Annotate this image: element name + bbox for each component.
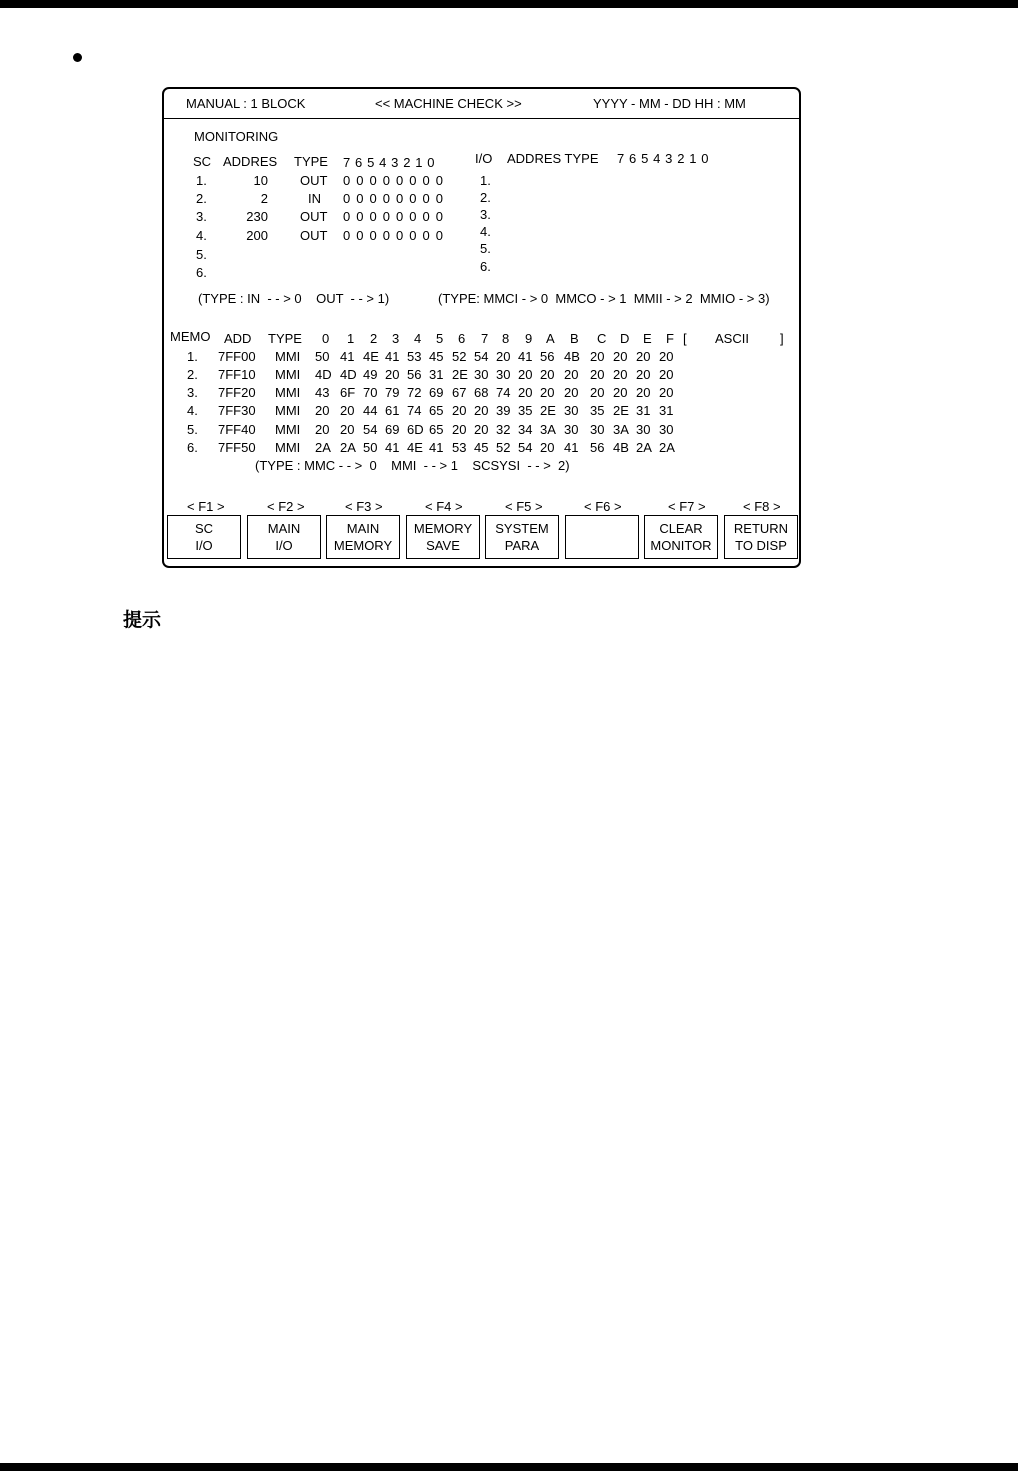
memo-row-address: 7FF30 <box>218 403 256 418</box>
sc-row-addr: 2 <box>260 191 268 206</box>
io-row-no: 6. <box>480 259 491 274</box>
sc-row-addr: 10 <box>253 173 268 188</box>
f1-key-label: < F1 > <box>187 499 225 514</box>
datetime-label: YYYY - MM - DD HH : MM <box>593 96 746 111</box>
memo-col-header: 6 <box>458 331 466 346</box>
f8-return-to-disp-button[interactable] <box>724 515 798 559</box>
memo-byte-cell: 30 <box>564 403 579 418</box>
memo-col-header: 5 <box>436 331 444 346</box>
memo-byte-cell: 56 <box>540 349 555 364</box>
button-label: I/O <box>275 538 293 553</box>
io-type-legend: (TYPE: MMCI - > 0 MMCO - > 1 MMII - > 2 MMIO - > 3) <box>438 291 770 306</box>
sc-row-no: 6. <box>196 265 207 280</box>
memo-byte-cell: 41 <box>385 440 400 455</box>
memo-row-type: MMI <box>275 403 301 418</box>
f8-key-label: < F8 > <box>743 499 781 514</box>
memo-col-header: 3 <box>392 331 400 346</box>
button-label: MONITOR <box>650 538 712 553</box>
f6-key-label: < F6 > <box>584 499 622 514</box>
memo-header-type: TYPE <box>268 331 302 346</box>
button-label: CLEAR <box>659 521 703 536</box>
memo-byte-cell: 4E <box>363 349 379 364</box>
memo-byte-cell: 34 <box>518 422 533 437</box>
f5-system-para-button[interactable] <box>485 515 559 559</box>
sc-row-bits: 0 0 0 0 0 0 0 0 <box>343 228 445 243</box>
f6-empty-button[interactable] <box>565 515 639 559</box>
io-row-no: 2. <box>480 190 491 205</box>
memo-byte-cell: 31 <box>429 367 444 382</box>
memo-row-no: 4. <box>187 403 198 418</box>
memo-byte-cell: 50 <box>315 349 330 364</box>
ascii-bracket-open: [ <box>683 331 687 346</box>
memo-byte-cell: 20 <box>385 367 400 382</box>
memo-byte-cell: 6F <box>340 385 356 400</box>
memo-byte-cell: 2A <box>315 440 331 455</box>
memo-byte-cell: 2A <box>636 440 652 455</box>
memo-byte-cell: 4D <box>315 367 332 382</box>
sc-header-sc: SC <box>193 154 212 169</box>
memo-byte-cell: 41 <box>340 349 355 364</box>
memo-byte-cell: 45 <box>474 440 489 455</box>
memo-byte-cell: 20 <box>590 367 605 382</box>
memo-col-header: 1 <box>347 331 355 346</box>
memo-col-header: 4 <box>414 331 422 346</box>
memo-byte-cell: 54 <box>518 440 533 455</box>
sc-row-type: OUT <box>300 209 328 224</box>
memo-byte-cell: 20 <box>636 385 651 400</box>
memo-byte-cell: 2E <box>540 403 556 418</box>
sc-row-bits: 0 0 0 0 0 0 0 0 <box>343 209 445 224</box>
memo-byte-cell: 20 <box>613 385 628 400</box>
ascii-bracket-close: ] <box>780 331 784 346</box>
memo-byte-cell: 20 <box>496 349 511 364</box>
memo-byte-cell: 79 <box>385 385 400 400</box>
memo-byte-cell: 20 <box>474 403 489 418</box>
memo-byte-cell: 20 <box>613 367 628 382</box>
sc-row-type: OUT <box>300 228 328 243</box>
memo-byte-cell: 2A <box>659 440 675 455</box>
memo-col-header: 2 <box>370 331 378 346</box>
sc-row-type: IN <box>308 191 321 206</box>
memo-byte-cell: 50 <box>363 440 378 455</box>
memo-byte-cell: 4E <box>407 440 423 455</box>
memo-byte-cell: 56 <box>590 440 605 455</box>
memo-byte-cell: 20 <box>540 367 555 382</box>
sc-row-addr: 230 <box>246 209 268 224</box>
bottom-rule <box>0 1463 1018 1471</box>
memo-byte-cell: 3A <box>540 422 556 437</box>
memo-byte-cell: 20 <box>540 440 555 455</box>
memo-byte-cell: 6D <box>407 422 424 437</box>
memo-byte-cell: 4B <box>613 440 629 455</box>
memo-byte-cell: 20 <box>518 367 533 382</box>
memo-row-type: MMI <box>275 385 301 400</box>
memo-byte-cell: 49 <box>363 367 378 382</box>
memo-byte-cell: 69 <box>385 422 400 437</box>
io-header-addres-type: ADDRES TYPE <box>507 151 599 166</box>
memo-byte-cell: 20 <box>659 385 674 400</box>
memo-byte-cell: 3A <box>613 422 629 437</box>
memo-byte-cell: 41 <box>385 349 400 364</box>
memo-byte-cell: 20 <box>564 385 579 400</box>
memo-byte-cell: 20 <box>540 385 555 400</box>
bullet-icon <box>73 53 82 62</box>
button-label: RETURN <box>733 521 789 536</box>
f7-key-label: < F7 > <box>668 499 706 514</box>
memo-byte-cell: 20 <box>340 403 355 418</box>
memo-byte-cell: 35 <box>590 403 605 418</box>
memo-col-header: 0 <box>322 331 330 346</box>
memo-byte-cell: 2E <box>452 367 468 382</box>
memo-header-ascii: ASCII <box>715 331 749 346</box>
f3-main-memory-button[interactable] <box>326 515 400 559</box>
memo-row-address: 7FF40 <box>218 422 256 437</box>
memo-row-address: 7FF10 <box>218 367 256 382</box>
memo-row-no: 2. <box>187 367 198 382</box>
sc-header-bits: 7 6 5 4 3 2 1 0 <box>343 155 436 170</box>
memo-byte-cell: 45 <box>429 349 444 364</box>
memo-byte-cell: 53 <box>452 440 467 455</box>
memo-byte-cell: 65 <box>429 403 444 418</box>
memo-row-no: 5. <box>187 422 198 437</box>
memo-byte-cell: 61 <box>385 403 400 418</box>
f7-clear-monitor-button[interactable] <box>644 515 718 559</box>
button-label: MEMORY <box>413 521 473 536</box>
memo-byte-cell: 4B <box>564 349 580 364</box>
memo-byte-cell: 74 <box>407 403 422 418</box>
f3-key-label: < F3 > <box>345 499 383 514</box>
button-label: TO DISP <box>735 538 787 553</box>
memo-byte-cell: 74 <box>496 385 511 400</box>
memo-row-address: 7FF20 <box>218 385 256 400</box>
memo-header-memo: MEMO <box>170 329 211 344</box>
memo-row-type: MMI <box>275 349 301 364</box>
memo-col-header: F <box>666 331 674 346</box>
memo-col-header: 8 <box>502 331 510 346</box>
memo-byte-cell: 30 <box>564 422 579 437</box>
memo-byte-cell: 4D <box>340 367 357 382</box>
memo-byte-cell: 20 <box>636 367 651 382</box>
sc-type-legend: (TYPE : IN - - > 0 OUT - - > 1) <box>198 291 390 306</box>
memo-col-header: E <box>643 331 652 346</box>
button-label: MAIN <box>267 521 301 536</box>
top-rule <box>0 0 1018 8</box>
memo-byte-cell: 54 <box>363 422 378 437</box>
memo-byte-cell: 69 <box>429 385 444 400</box>
memo-byte-cell: 20 <box>315 422 330 437</box>
memo-byte-cell: 20 <box>590 385 605 400</box>
memo-byte-cell: 30 <box>636 422 651 437</box>
sc-row-no: 1. <box>196 173 207 188</box>
memo-byte-cell: 53 <box>407 349 422 364</box>
memo-row-type: MMI <box>275 440 301 455</box>
memo-byte-cell: 20 <box>636 349 651 364</box>
sc-row-bits: 0 0 0 0 0 0 0 0 <box>343 173 445 188</box>
memo-col-header: 9 <box>525 331 533 346</box>
memo-byte-cell: 2E <box>613 403 629 418</box>
memo-row-type: MMI <box>275 422 301 437</box>
memo-byte-cell: 20 <box>659 349 674 364</box>
memo-row-no: 3. <box>187 385 198 400</box>
memo-row-address: 7FF00 <box>218 349 256 364</box>
memo-byte-cell: 31 <box>659 403 674 418</box>
memo-byte-cell: 20 <box>452 403 467 418</box>
memo-row-type: MMI <box>275 367 301 382</box>
memo-byte-cell: 44 <box>363 403 378 418</box>
memo-col-header: B <box>570 331 579 346</box>
mode-label: MANUAL : 1 BLOCK <box>186 96 306 111</box>
memo-byte-cell: 20 <box>518 385 533 400</box>
memo-col-header: D <box>620 331 630 346</box>
memo-header-add: ADD <box>224 331 252 346</box>
memo-byte-cell: 31 <box>636 403 651 418</box>
memo-byte-cell: 20 <box>315 403 330 418</box>
memo-col-header: C <box>597 331 607 346</box>
io-row-no: 4. <box>480 224 491 239</box>
memo-byte-cell: 54 <box>474 349 489 364</box>
memo-byte-cell: 56 <box>407 367 422 382</box>
memo-byte-cell: 20 <box>564 367 579 382</box>
button-label: SAVE <box>426 538 460 553</box>
memo-byte-cell: 39 <box>496 403 511 418</box>
memo-byte-cell: 67 <box>452 385 467 400</box>
f5-key-label: < F5 > <box>505 499 543 514</box>
memo-byte-cell: 70 <box>363 385 378 400</box>
io-row-no: 5. <box>480 241 491 256</box>
memo-row-address: 7FF50 <box>218 440 256 455</box>
memo-byte-cell: 20 <box>452 422 467 437</box>
memo-byte-cell: 72 <box>407 385 422 400</box>
memo-col-header: 7 <box>481 331 489 346</box>
memo-row-no: 6. <box>187 440 198 455</box>
sc-row-no: 4. <box>196 228 207 243</box>
button-label: I/O <box>195 538 213 553</box>
memo-byte-cell: 2A <box>340 440 356 455</box>
memo-byte-cell: 68 <box>474 385 489 400</box>
memo-byte-cell: 35 <box>518 403 533 418</box>
memo-byte-cell: 41 <box>518 349 533 364</box>
hint-label: 提示 <box>123 609 162 631</box>
sc-row-no: 3. <box>196 209 207 224</box>
memo-byte-cell: 20 <box>474 422 489 437</box>
memo-type-legend: (TYPE : MMC - - > 0 MMI - - > 1 SCSYSI - - > 2) <box>255 458 570 473</box>
memo-byte-cell: 52 <box>496 440 511 455</box>
f4-memory-save-button[interactable] <box>406 515 480 559</box>
memo-byte-cell: 20 <box>613 349 628 364</box>
memo-byte-cell: 41 <box>564 440 579 455</box>
memo-byte-cell: 52 <box>452 349 467 364</box>
memo-byte-cell: 65 <box>429 422 444 437</box>
memo-byte-cell: 30 <box>474 367 489 382</box>
screen-title: << MACHINE CHECK >> <box>375 96 522 111</box>
memo-row-no: 1. <box>187 349 198 364</box>
memo-byte-cell: 30 <box>496 367 511 382</box>
memo-byte-cell: 30 <box>590 422 605 437</box>
memo-col-header: A <box>546 331 555 346</box>
monitoring-title: MONITORING <box>194 129 279 144</box>
sc-header-type: TYPE <box>294 154 328 169</box>
io-header-io: I/O <box>475 151 493 166</box>
f4-key-label: < F4 > <box>425 499 463 514</box>
memo-byte-cell: 41 <box>429 440 444 455</box>
sc-row-no: 5. <box>196 247 207 262</box>
sc-row-bits: 0 0 0 0 0 0 0 0 <box>343 191 445 206</box>
io-row-no: 1. <box>480 173 491 188</box>
f2-main-io-button[interactable] <box>247 515 321 559</box>
button-label: SC <box>194 521 214 536</box>
button-label: MAIN <box>346 521 380 536</box>
io-header-bits: 7 6 5 4 3 2 1 0 <box>617 151 710 166</box>
memo-byte-cell: 30 <box>659 422 674 437</box>
header-divider <box>164 118 800 119</box>
button-label: SYSTEM <box>495 521 549 536</box>
memo-byte-cell: 20 <box>590 349 605 364</box>
memo-byte-cell: 20 <box>340 422 355 437</box>
button-label: MEMORY <box>333 538 393 553</box>
button-label: PARA <box>504 538 540 553</box>
f2-key-label: < F2 > <box>267 499 305 514</box>
sc-row-no: 2. <box>196 191 207 206</box>
memo-byte-cell: 32 <box>496 422 511 437</box>
sc-row-type: OUT <box>300 173 328 188</box>
io-row-no: 3. <box>480 207 491 222</box>
memo-byte-cell: 43 <box>315 385 330 400</box>
sc-row-addr: 200 <box>246 228 268 243</box>
sc-header-addres: ADDRES <box>223 154 278 169</box>
f1-sc-io-button[interactable] <box>167 515 241 559</box>
memo-byte-cell: 20 <box>659 367 674 382</box>
